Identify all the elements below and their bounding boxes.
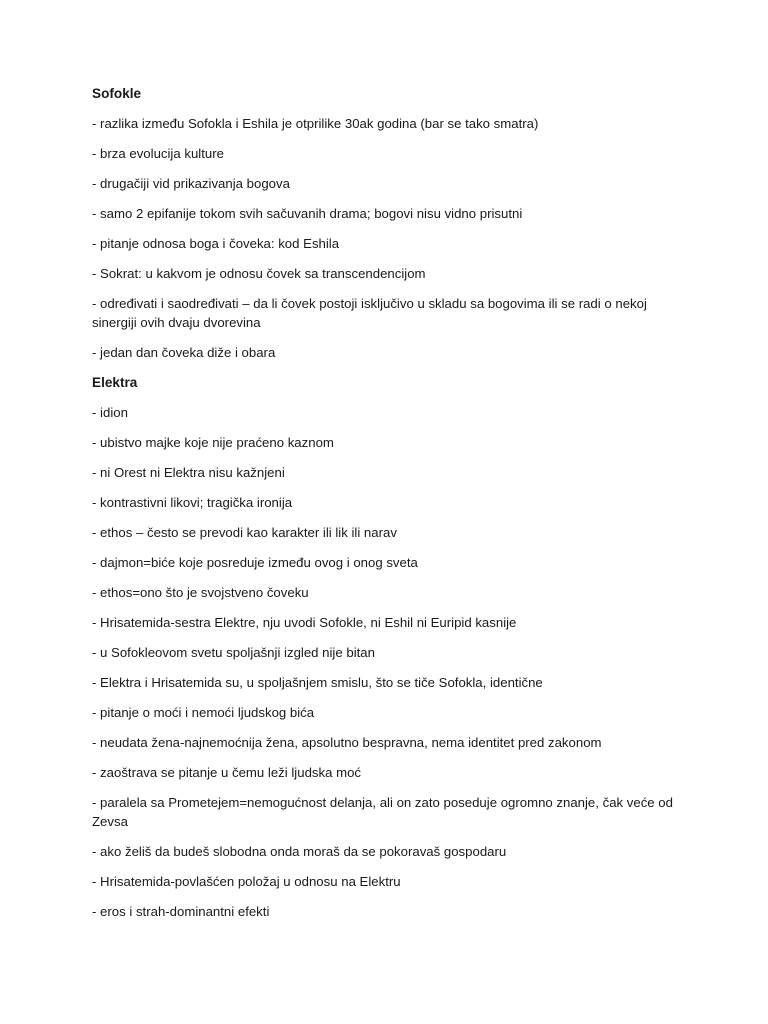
list-item: - eros i strah-dominantni efekti	[92, 904, 270, 919]
list-item: - brza evolucija kulture	[92, 146, 224, 161]
list-item: - ethos – često se prevodi kao karakter ili lik ili narav	[92, 525, 397, 540]
section-heading-sofokle: Sofokle	[92, 86, 142, 101]
list-item: - kontrastivni likovi; tragička ironija	[92, 495, 293, 510]
section-heading-elektra: Elektra	[92, 375, 138, 390]
list-item: - Sokrat: u kakvom je odnosu čovek sa transcendencijom	[92, 266, 426, 281]
list-item: - Hrisatemida-sestra Elektre, nju uvodi Sofokle, ni Eshil ni Euripid kasnije	[92, 615, 517, 630]
list-item: - u Sofokleovom svetu spoljašnji izgled nije bitan	[92, 645, 375, 660]
list-item: - drugačiji vid prikazivanja bogova	[92, 176, 290, 191]
list-item: - pitanje o moći i nemoći ljudskog bića	[92, 705, 315, 720]
list-item: - neudata žena-najnemoćnija žena, apsolutno bespravna, nema identitet pred zakonom	[92, 735, 602, 750]
list-item: - idion	[92, 405, 128, 420]
list-item: - razlika između Sofokla i Eshila je otprilike 30ak godina (bar se tako smatra)	[92, 116, 539, 131]
list-item: - ethos=ono što je svojstveno čoveku	[92, 585, 309, 600]
list-item: - jedan dan čoveka diže i obara	[92, 345, 276, 360]
list-item: - ako želiš da budeš slobodna onda moraš da se pokoravaš gospodaru	[92, 844, 507, 859]
list-item: - dajmon=biće koje posreduje između ovog i onog sveta	[92, 555, 418, 570]
list-item: - određivati i saodređivati – da li čovek postoji isključivo u skladu sa bogovima ili se radi o nekoj sinergiji ovih dvaju dvorevina	[92, 296, 647, 330]
document-content	[92, 84, 692, 932]
list-item: - samo 2 epifanije tokom svih sačuvanih drama; bogovi nisu vidno prisutni	[92, 206, 523, 221]
list-item: - paralela sa Prometejem=nemogućnost delanja, ali on zato poseduje ogromno znanje, čak veće od Zevsa	[92, 795, 673, 829]
list-item: - ubistvo majke koje nije praćeno kaznom	[92, 435, 334, 450]
list-item: - Elektra i Hrisatemida su, u spoljašnjem smislu, što se tiče Sofokla, identične	[92, 675, 543, 690]
list-item: - Hrisatemida-povlašćen položaj u odnosu na Elektru	[92, 874, 401, 889]
list-item: - pitanje odnosa boga i čoveka: kod Eshila	[92, 236, 340, 251]
list-item: - zaoštrava se pitanje u čemu leži ljudska moć	[92, 765, 361, 780]
list-item: - ni Orest ni Elektra nisu kažnjeni	[92, 465, 285, 480]
